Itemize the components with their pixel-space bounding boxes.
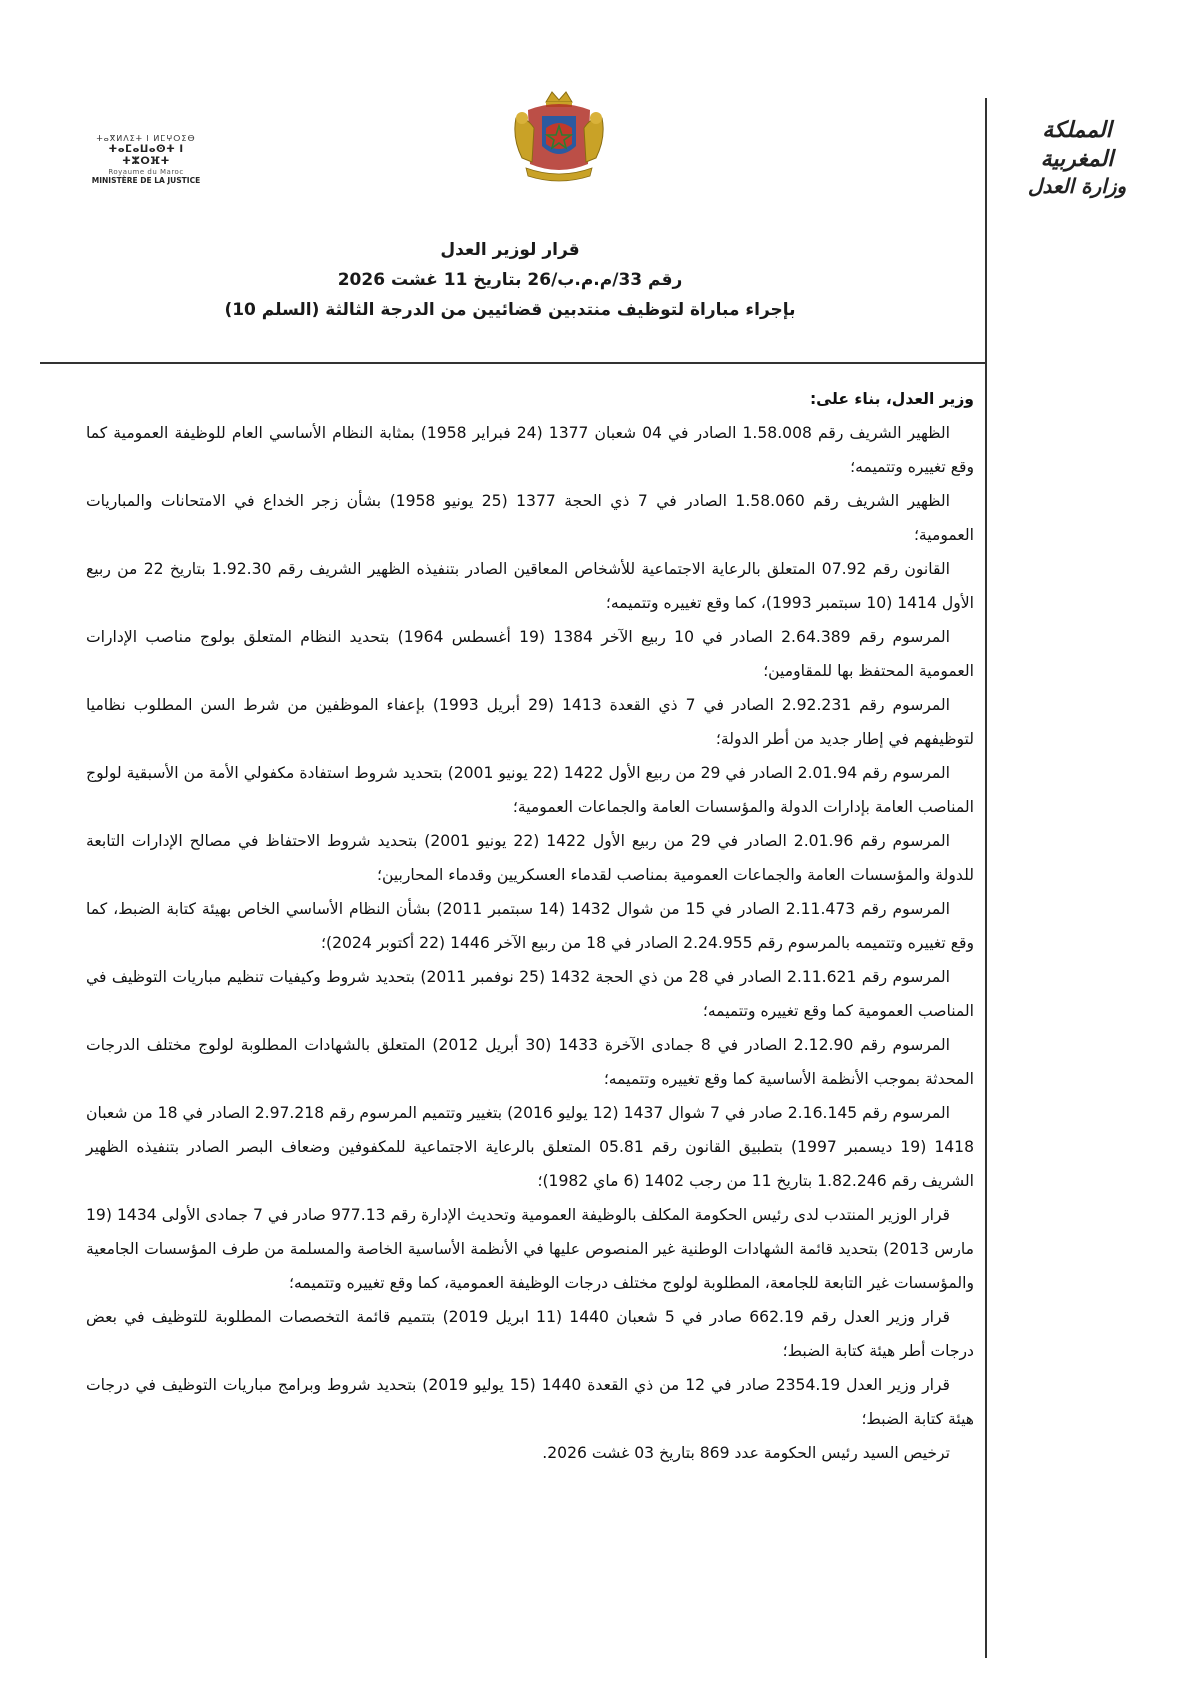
legal-basis-paragraph: المرسوم رقم 2.11.473 الصادر في 15 من شوال 1432 (14 سبتمبر 2011) بشأن النظام الأساسي الخاص بهيئة كتابة الضبط، كما وقع تغييره وتتميمه بالمرسوم رقم 2.24.955 الصادر في 18 من ربيع الآخر 1446 (22 أكتوبر 2024)؛ bbox=[86, 900, 974, 952]
legal-basis-paragraph: المرسوم رقم 2.01.96 الصادر في 29 من ربيع الأول 1422 (22 يونيو 2001) بتحديد شروط الاحتفاظ في مصالح الإدارات التابعة للدولة والمؤسسات العامة والجماعات العمومية بمناصب لقدماء العسكريين وقدماء المحاربين؛ bbox=[86, 832, 974, 884]
kingdom-label-right bbox=[1007, 116, 1147, 199]
decision-title: قرار لوزير العدل bbox=[440, 240, 580, 260]
decision-number-date: رقم 33/م.م.ب/26 بتاريخ 11 غشت 2026 bbox=[337, 270, 683, 290]
legal-basis-paragraph: المرسوم رقم 2.01.94 الصادر في 29 من ربيع الأول 1422 (22 يونيو 2001) بتحديد شروط استفادة مكفولي الأمة من الأسبقية لولوج المناصب العامة بإدارات الدولة والمؤسسات العامة والجماعات العمومية؛ bbox=[86, 764, 974, 816]
french-kingdom-label: Royaume du Maroc bbox=[108, 167, 184, 176]
legal-basis-paragraph: المرسوم رقم 2.92.231 الصادر في 7 ذي القعدة 1413 (29 أبريل 1993) بإعفاء الموظفين من شرط السن المطلوب نظاميا لتوظيفهم في إطار جديد من أطر الدولة؛ bbox=[86, 696, 974, 748]
margin-vertical-rule bbox=[985, 98, 987, 1658]
legal-basis-paragraph: قرار الوزير المنتدب لدى رئيس الحكومة المكلف بالوظيفة العمومية وتحديث الإدارة رقم 977.13 صادر في 7 جمادى الأولى 1434 (19 مارس 2013) بتحديد قائمة الشهادات الوطنية غير المنصوص عليها في الأنظمة الأساسية الخاصة والمسلمة من طرف المؤسسات الجامعية والمؤسسات غير التابعة للجامعة، المطلوبة لولوج مختلف درجات الوظيفة العمومية، كما وقع تغييره وتتميمه؛ bbox=[86, 1206, 975, 1292]
kingdom-name: المملكة المغربية bbox=[1040, 117, 1114, 172]
decision-subject: بإجراء مباراة لتوظيف منتدبين قضائيين من الدرجة الثالثة (السلم 10) bbox=[224, 300, 796, 320]
body-intro: وزير العدل، بناء على: bbox=[809, 390, 974, 408]
legal-basis-paragraph: الظهير الشريف رقم 1.58.060 الصادر في 7 ذي الحجة 1377 (25 يونيو 1958) بشأن زجر الخداع في الامتحانات والمباريات العمومية؛ bbox=[86, 492, 974, 544]
ministry-logo-left bbox=[86, 134, 206, 185]
authorization-paragraph: ترخيص السيد رئيس الحكومة عدد 869 بتاريخ 03 غشت 2026. bbox=[542, 1444, 950, 1462]
legal-basis-paragraph: الظهير الشريف رقم 1.58.008 الصادر في 04 شعبان 1377 (24 فبراير 1958) بمثابة النظام الأساسي العام للوظيفة العمومية كما وقع تغييره وتتميمه؛ bbox=[86, 424, 974, 476]
decision-title-block bbox=[100, 240, 920, 320]
tifinagh-line-2: ⵜⴰⵎⴰⵡⴰⵙⵜ ⵏ ⵜⵣⵔⴼⵜ bbox=[108, 143, 184, 167]
legal-basis-paragraph: القانون رقم 07.92 المتعلق بالرعاية الاجتماعية للأشخاص المعاقين الصادر بتنفيذه الظهير الشريف رقم 1.92.30 بتاريخ 22 من ربيع الأول 1414 (10 سبتمبر 1993)، كما وقع تغييره وتتميمه؛ bbox=[86, 560, 974, 612]
decision-body bbox=[86, 382, 974, 1470]
legal-basis-paragraph: قرار وزير العدل 2354.19 صادر في 12 من ذي القعدة 1440 (15 يوليو 2019) بتحديد شروط وبرامج مباريات التوظيف في درجات هيئة كتابة الضبط؛ bbox=[86, 1376, 974, 1428]
ministry-name: وزارة العدل bbox=[1027, 174, 1127, 199]
legal-basis-paragraph: المرسوم رقم 2.12.90 الصادر في 8 جمادى الآخرة 1433 (30 أبريل 2012) المتعلق بالشهادات المطلوبة لولوج مختلف الدرجات المحدثة بموجب الأنظمة الأساسية كما وقع تغييره وتتميمه؛ bbox=[86, 1036, 974, 1088]
tifinagh-line-1: ⵜⴰⴳⵍⴷⵉⵜ ⵏ ⵍⵎⵖⵔⵉⴱ bbox=[96, 134, 196, 143]
french-ministry-label: MINISTÈRE DE LA JUSTICE bbox=[91, 175, 201, 185]
title-divider bbox=[40, 362, 986, 364]
legal-basis-paragraph: المرسوم رقم 2.11.621 الصادر في 28 من ذي الحجة 1432 (25 نوفمبر 2011) بتحديد شروط وكيفيات تنظيم مباريات التوظيف في المناصب العمومية كما وقع تغييره وتتميمه؛ bbox=[86, 968, 974, 1020]
legal-basis-paragraph: المرسوم رقم 2.64.389 الصادر في 10 ربيع الآخر 1384 (19 أغسطس 1964) بتحديد النظام المتعلق بولوج مناصب الإدارات العمومية المحتفظ بها للمقاومين؛ bbox=[86, 628, 974, 680]
moroccan-coat-of-arms-icon bbox=[508, 88, 610, 188]
legal-basis-paragraph: قرار وزير العدل رقم 662.19 صادر في 5 شعبان 1440 (11 ابريل 2019) بتتميم قائمة التخصصات المطلوبة للتوظيف في بعض درجات أطر هيئة كتابة الضبط؛ bbox=[86, 1308, 974, 1360]
legal-basis-paragraph: المرسوم رقم 2.16.145 صادر في 7 شوال 1437 (12 يوليو 2016) بتغيير وتتميم المرسوم رقم 2.97.218 الصادر في 18 من شعبان 1418 (19 ديسمبر 1997) بتطبيق القانون رقم 05.81 المتعلق بالرعاية الاجتماعية للمكفوفين وضعاف البصر الصادر بتنفيذه الظهير الشريف رقم 1.82.246 بتاريخ 11 من رجب 1402 (6 ماي 1982)؛ bbox=[86, 1104, 974, 1190]
